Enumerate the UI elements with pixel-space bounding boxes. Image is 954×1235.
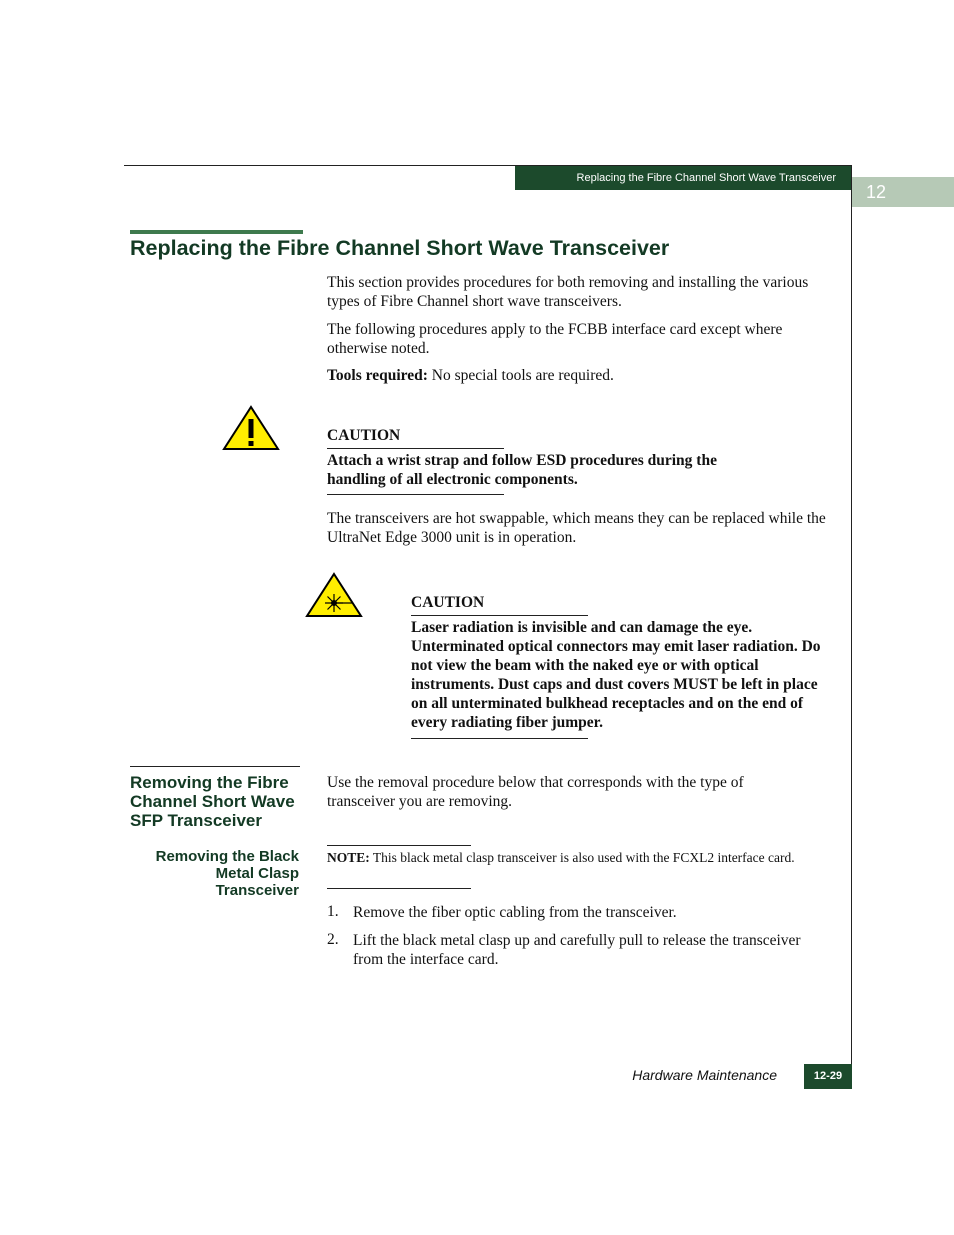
chapter-tab: 12 bbox=[852, 177, 954, 207]
subsection-heading: Removing the Fibre Channel Short Wave SFP Transceiver bbox=[130, 773, 295, 830]
running-header: Replacing the Fibre Channel Short Wave Transceiver bbox=[515, 166, 851, 190]
step-text: Lift the black metal clasp up and carefully pull to release the transceiver from the interface card. bbox=[353, 932, 801, 968]
tools-required bbox=[327, 366, 827, 385]
note-label: NOTE: bbox=[327, 850, 370, 865]
step-text: Remove the fiber optic cabling from the transceiver. bbox=[353, 904, 677, 921]
note-bottom-rule bbox=[327, 888, 471, 889]
subsubsection-heading: Removing the Black Metal Clasp Transceiver bbox=[155, 848, 299, 899]
right-margin-rule bbox=[851, 165, 852, 1089]
hot-swap-paragraph: The transceivers are hot swappable, which means they can be replaced while the UltraNet Edge 3000 unit is in operation. bbox=[327, 510, 826, 546]
laser-hazard-icon bbox=[305, 572, 363, 618]
removing-paragraph: Use the removal procedure below that corresponds with the type of transceiver you are removing. bbox=[327, 774, 744, 810]
page-number: 12-29 bbox=[804, 1064, 852, 1089]
caution-laser-bottom-rule bbox=[411, 738, 588, 739]
intro-paragraph-2: The following procedures apply to the FCBB interface card except where otherwise noted. bbox=[327, 321, 783, 357]
step-number: 1. bbox=[327, 903, 339, 920]
section-title: Replacing the Fibre Channel Short Wave Transceiver bbox=[130, 236, 670, 260]
step-number: 2. bbox=[327, 931, 339, 948]
tools-text: No special tools are required. bbox=[427, 367, 614, 384]
caution-esd-text: Attach a wrist strap and follow ESD procedures during the handling of all electronic components. bbox=[327, 452, 717, 488]
caution-esd-top-rule bbox=[327, 448, 504, 449]
note-text: This black metal clasp transceiver is also used with the FCXL2 interface card. bbox=[369, 850, 795, 865]
intro-paragraph-1: This section provides procedures for both removing and installing the various types of Fibre Channel short wave transceivers. bbox=[327, 274, 809, 310]
tools-label: Tools required: bbox=[327, 367, 428, 384]
caution-esd-bottom-rule bbox=[327, 494, 504, 495]
caution-laser-text: Laser radiation is invisible and can damage the eye. Unterminated optical connectors may emit laser radiation. Do not view the beam with the naked eye or with optical instruments. Dust caps and dust covers MUST be left in place on all unterminated bulkhead receptacles and on the end of every radiating fiber jumper. bbox=[411, 619, 821, 731]
title-accent-bar bbox=[130, 230, 303, 234]
footer-book-title: Hardware Maintenance bbox=[632, 1067, 777, 1083]
caution-laser-heading: CAUTION bbox=[411, 594, 485, 611]
note-block bbox=[327, 849, 797, 867]
note-top-rule bbox=[327, 845, 471, 846]
subsection-rule bbox=[130, 766, 300, 767]
caution-esd-heading: CAUTION bbox=[327, 427, 401, 444]
caution-laser-top-rule bbox=[411, 615, 588, 616]
warning-triangle-icon bbox=[222, 405, 280, 451]
